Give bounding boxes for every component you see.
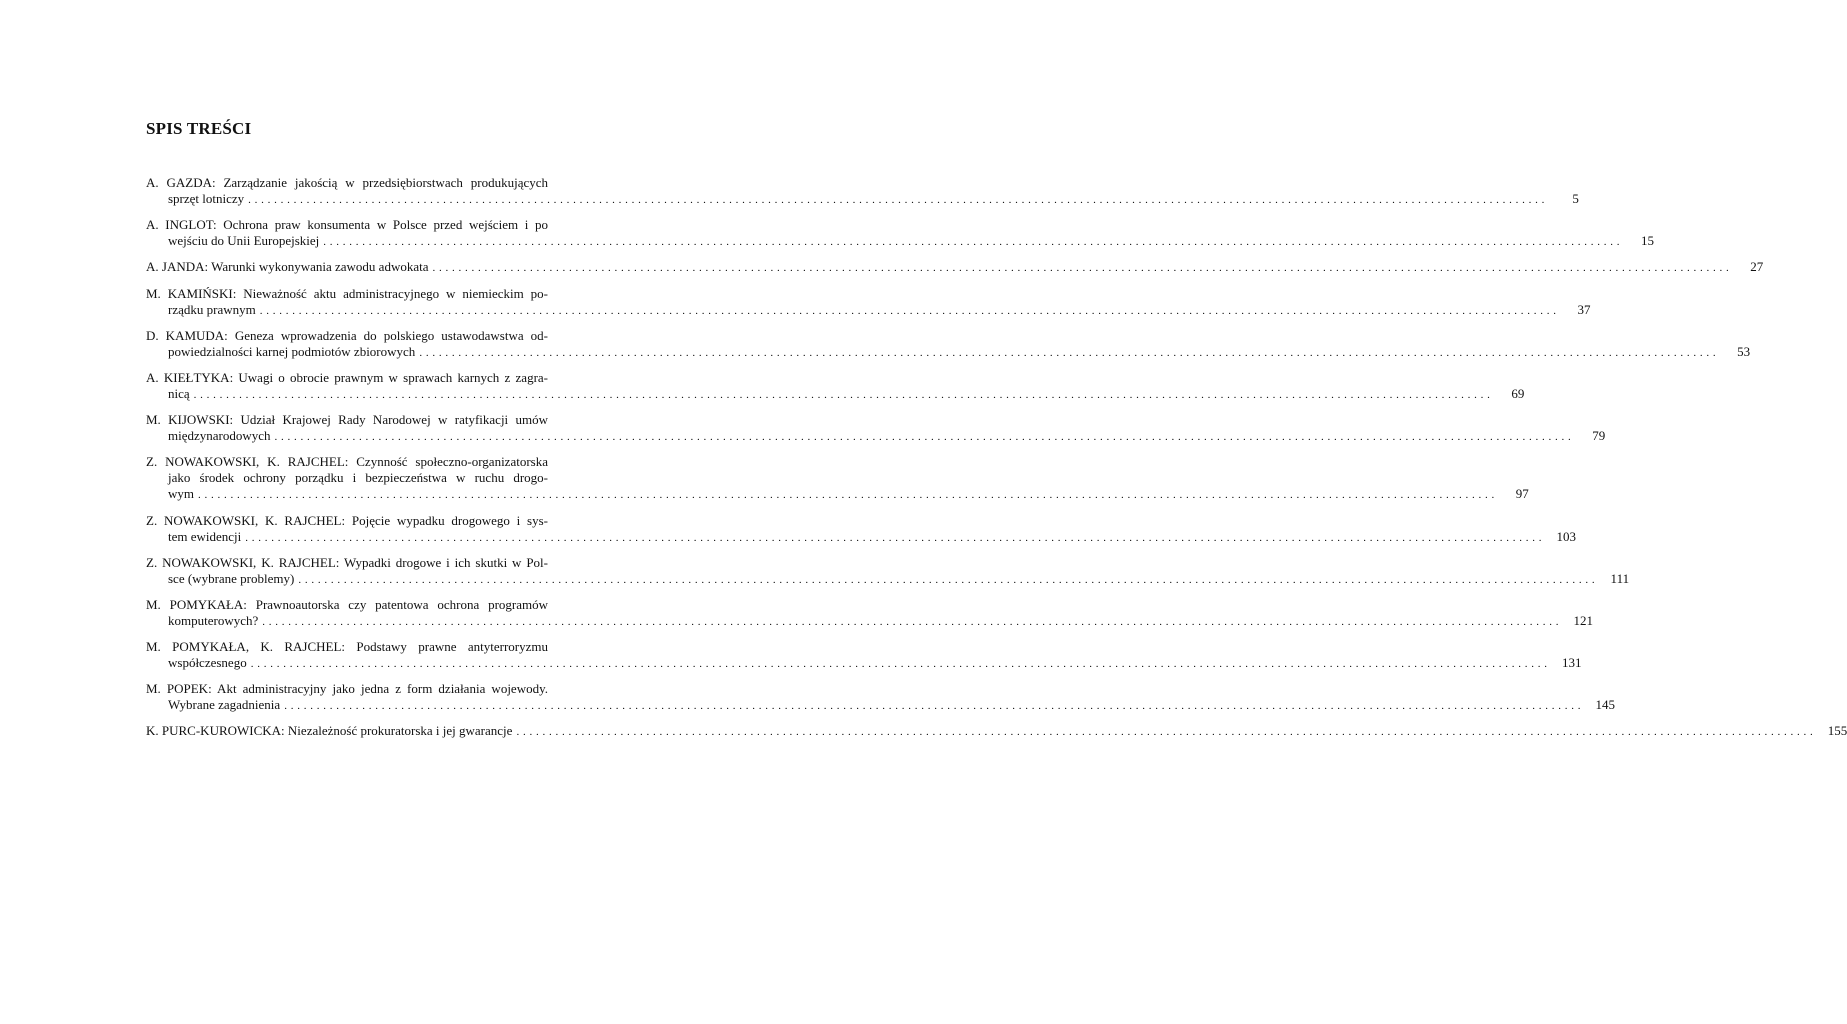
toc-entry-last-line (146, 233, 1655, 250)
toc-entry-title-end: wym (168, 486, 194, 502)
page-number: 5 (1572, 191, 1579, 206)
page-number: 131 (1561, 655, 1582, 671)
toc-entry-last-line (146, 385, 1525, 403)
toc-entry-title-end: nicą (168, 385, 190, 401)
page-number: 79 (1592, 428, 1606, 444)
page-number: 103 (1556, 528, 1577, 544)
toc-entry-line: D. KAMUDA: Geneza wprowadzenia do polskiego ustawodawstwa od- (146, 327, 548, 343)
page-title: SPIS TREŚCI (146, 119, 252, 138)
toc-entry (146, 412, 1606, 445)
toc-entry (146, 327, 1751, 361)
toc-entry-line: A. INGLOT: Ochrona praw konsumenta w Polsce przed wejściem i po (146, 217, 548, 233)
dot-leader: . . . . . . . . . . . . . . . . . . . . . . . . . . . . . . . . . . . . . . . . . . . . . . . . . . . . . . . . . . . . . . . . . . . . . . . . . . . . . . . . . . . . . . . . . . . . . . . . . . . . . . . . . . . . . . . . . . . . . . . . . . . . . . . . . . . . . . . . . . . . . . . . . . . . . . . . . . . . . . . . . . . . . . . . . . . . . . . . . . . . . . . . . . . . . . . . . . . . . . . . (262, 615, 1560, 628)
toc-entry-line: M. POMYKAŁA, K. RAJCHEL: Podstawy prawne antyterroryzmu (146, 639, 548, 655)
toc-entry-title-end: sprzęt lotniczy (168, 191, 245, 206)
page-number: 145 (1595, 697, 1615, 713)
toc-entry-last-line (146, 528, 1577, 546)
toc-entry (146, 596, 1594, 630)
toc-entry-line: Z. NOWAKOWSKI, K. RAJCHEL: Czynność społeczno-organizatorska (146, 454, 548, 470)
dot-leader: . . . . . . . . . . . . . . . . . . . . . . . . . . . . . . . . . . . . . . . . . . . . . . . . . . . . . . . . . . . . . . . . . . . . . . . . . . . . . . . . . . . . . . . . . . . . . . . . . . . . . . . . . . . . . . . . . . . . . . . . . . . . . . . . . . . . . . . . . . . . . . . . . . . . . . . . . . . . . . . . . . . . . . . . . . . . . . . . . . . . . . . . . . . . . . . . . . . . . . . . (245, 531, 1543, 544)
toc-entry-title-end: rządku prawnym (168, 301, 256, 317)
toc-entry-line: Z. NOWAKOWSKI, K. RAJCHEL: Pojęcie wypadku drogowego i sys- (146, 512, 548, 528)
toc-entry-line: jako środek ochrony porządku i bezpieczeństwa w ruchu drogo- (168, 470, 548, 486)
toc-entry-title-end: tem ewidencji (168, 528, 242, 544)
page-number: 37 (1577, 301, 1591, 317)
toc-entry (146, 554, 1630, 588)
toc-entry (146, 723, 1847, 740)
toc-entry-title-end: współczesnego (168, 655, 247, 671)
toc-entry (146, 285, 1591, 319)
dot-leader: . . . . . . . . . . . . . . . . . . . . . . . . . . . . . . . . . . . . . . . . . . . . . . . . . . . . . . . . . . . . . . . . . . . . . . . . . . . . . . . . . . . . . . . . . . . . . . . . . . . . . . . . . . . . . . . . . . . . . . . . . . . . . . . . . . . . . . . . . . . . . . . . . . . . . . . . . . . . . . . . . . . . . . . . . . . . . . . . . . . . . . . . . . . . . . . . . . . . . . . . (298, 573, 1596, 586)
table-of-contents (146, 175, 1847, 750)
toc-entry-line: A. GAZDA: Zarządzanie jakością w przedsiębiorstwach produkujących (146, 175, 548, 190)
toc-entry-line: M. POPEK: Akt administracyjny jako jedna z form działania wojewody. (146, 681, 548, 697)
toc-entry (146, 639, 1582, 672)
toc-entry-last-line (146, 486, 1529, 503)
toc-entry-last-line (146, 191, 1579, 208)
dot-leader: . . . . . . . . . . . . . . . . . . . . . . . . . . . . . . . . . . . . . . . . . . . . . . . . . . . . . . . . . . . . . . . . . . . . . . . . . . . . . . . . . . . . . . . . . . . . . . . . . . . . . . . . . . . . . . . . . . . . . . . . . . . . . . . . . . . . . . . . . . . . . . . . . . . . . . . . . . . . . . . . . . . . . . . . . . . . . . . . . . . . . . . . . . . . . . . . . . . . . . . . (198, 489, 1495, 502)
page-number: 155 (1827, 723, 1847, 739)
dot-leader: . . . . . . . . . . . . . . . . . . . . . . . . . . . . . . . . . . . . . . . . . . . . . . . . . . . . . . . . . . . . . . . . . . . . . . . . . . . . . . . . . . . . . . . . . . . . . . . . . . . . . . . . . . . . . . . . . . . . . . . . . . . . . . . . . . . . . . . . . . . . . . . . . . . . . . . . . . . . . . . . . . . . . . . . . . . . . . . . . . . . . . . . . . . . . . . . . . . . . . . . (432, 262, 1730, 275)
toc-entry-last-line (146, 723, 1847, 740)
page-number: 53 (1737, 343, 1751, 359)
toc-entry-last-line (146, 259, 1764, 276)
dot-leader: . . . . . . . . . . . . . . . . . . . . . . . . . . . . . . . . . . . . . . . . . . . . . . . . . . . . . . . . . . . . . . . . . . . . . . . . . . . . . . . . . . . . . . . . . . . . . . . . . . . . . . . . . . . . . . . . . . . . . . . . . . . . . . . . . . . . . . . . . . . . . . . . . . . . . . . . . . . . . . . . . . . . . . . . . . . . . . . . . . . . . . . . . . . . . . . . . . . . . . . . (323, 236, 1621, 249)
dot-leader: . . . . . . . . . . . . . . . . . . . . . . . . . . . . . . . . . . . . . . . . . . . . . . . . . . . . . . . . . . . . . . . . . . . . . . . . . . . . . . . . . . . . . . . . . . . . . . . . . . . . . . . . . . . . . . . . . . . . . . . . . . . . . . . . . . . . . . . . . . . . . . . . . . . . . . . . . . . . . . . . . . . . . . . . . . . . . . . . . . . . . . . . . . . . . . . . . . . . . . . . (259, 304, 1557, 317)
toc-entry-last-line (146, 428, 1606, 445)
toc-entry-line: M. KIJOWSKI: Udział Krajowej Rady Narodowej w ratyfikacji umów (146, 412, 548, 428)
toc-entry (146, 512, 1577, 546)
dot-leader: . . . . . . . . . . . . . . . . . . . . . . . . . . . . . . . . . . . . . . . . . . . . . . . . . . . . . . . . . . . . . . . . . . . . . . . . . . . . . . . . . . . . . . . . . . . . . . . . . . . . . . . . . . . . . . . . . . . . . . . . . . . . . . . . . . . . . . . . . . . . . . . . . . . . . . . . . . . . . . . . . . . . . . . . . . . . . . . . . . . . . . . . . . . . . . . . . . . . . . . . (516, 726, 1814, 739)
toc-entry-last-line (146, 697, 1615, 714)
toc-entry-last-line (146, 655, 1582, 672)
toc-entry-title-end: K. PURC-KUROWICKA: Niezależność prokuratorska i jej gwarancje (146, 723, 513, 739)
toc-entry-title-end: sce (wybrane problemy) (168, 570, 295, 586)
dot-leader: . . . . . . . . . . . . . . . . . . . . . . . . . . . . . . . . . . . . . . . . . . . . . . . . . . . . . . . . . . . . . . . . . . . . . . . . . . . . . . . . . . . . . . . . . . . . . . . . . . . . . . . . . . . . . . . . . . . . . . . . . . . . . . . . . . . . . . . . . . . . . . . . . . . . . . . . . . . . . . . . . . . . . . . . . . . . . . . . . . . . . . . . . . . . . . . . . . . . . . . . (284, 700, 1581, 713)
toc-entry-line: M. POMYKAŁA: Prawnoautorska czy patentowa ochrona programów (146, 596, 548, 612)
toc-entry-last-line (146, 612, 1594, 630)
page-number: 27 (1750, 259, 1764, 275)
page-number: 69 (1511, 385, 1525, 401)
toc-entry-last-line (146, 343, 1751, 361)
dot-leader: . . . . . . . . . . . . . . . . . . . . . . . . . . . . . . . . . . . . . . . . . . . . . . . . . . . . . . . . . . . . . . . . . . . . . . . . . . . . . . . . . . . . . . . . . . . . . . . . . . . . . . . . . . . . . . . . . . . . . . . . . . . . . . . . . . . . . . . . . . . . . . . . . . . . . . . . . . . . . . . . . . . . . . . . . . . . . . . . . . . . . . . . . . . . . . . . . . . . . . . . (248, 194, 1545, 206)
toc-entry (146, 681, 1615, 714)
toc-entry-last-line (146, 301, 1591, 319)
dot-leader: . . . . . . . . . . . . . . . . . . . . . . . . . . . . . . . . . . . . . . . . . . . . . . . . . . . . . . . . . . . . . . . . . . . . . . . . . . . . . . . . . . . . . . . . . . . . . . . . . . . . . . . . . . . . . . . . . . . . . . . . . . . . . . . . . . . . . . . . . . . . . . . . . . . . . . . . . . . . . . . . . . . . . . . . . . . . . . . . . . . . . . . . . . . . . . . . . . . . . . . . (250, 658, 1548, 671)
page-number: 15 (1641, 233, 1655, 249)
dot-leader: . . . . . . . . . . . . . . . . . . . . . . . . . . . . . . . . . . . . . . . . . . . . . . . . . . . . . . . . . . . . . . . . . . . . . . . . . . . . . . . . . . . . . . . . . . . . . . . . . . . . . . . . . . . . . . . . . . . . . . . . . . . . . . . . . . . . . . . . . . . . . . . . . . . . . . . . . . . . . . . . . . . . . . . . . . . . . . . . . . . . . . . . . . . . . . . . . . . . . . . . (274, 431, 1572, 444)
toc-entry (146, 259, 1764, 276)
page-number: 97 (1515, 486, 1529, 502)
toc-entry-title-end: Wybrane zagadnienia (168, 697, 281, 713)
toc-entry (146, 369, 1525, 403)
toc-entry-line: Z. NOWAKOWSKI, K. RAJCHEL: Wypadki drogowe i ich skutki w Pol- (146, 554, 548, 570)
toc-entry-title-end: międzynarodowych (168, 428, 271, 444)
page-number: 111 (1610, 570, 1630, 586)
dot-leader: . . . . . . . . . . . . . . . . . . . . . . . . . . . . . . . . . . . . . . . . . . . . . . . . . . . . . . . . . . . . . . . . . . . . . . . . . . . . . . . . . . . . . . . . . . . . . . . . . . . . . . . . . . . . . . . . . . . . . . . . . . . . . . . . . . . . . . . . . . . . . . . . . . . . . . . . . . . . . . . . . . . . . . . . . . . . . . . . . . . . . . . . . . . . . . . . . . . . . . . . (419, 346, 1717, 359)
toc-entry-title-end: powiedzialności karnej podmiotów zbiorowych (168, 343, 416, 359)
toc-entry (146, 217, 1655, 250)
toc-entry-title-end: komputerowych? (168, 612, 259, 628)
toc-entry-last-line (146, 570, 1630, 588)
toc-entry-line: M. KAMIŃSKI: Nieważność aktu administracyjnego w niemieckim po- (146, 285, 548, 301)
toc-entry-line: A. KIEŁTYKA: Uwagi o obrocie prawnym w sprawach karnych z zagra- (146, 369, 548, 385)
toc-entry (146, 454, 1529, 503)
page-number: 121 (1573, 612, 1594, 628)
dot-leader: . . . . . . . . . . . . . . . . . . . . . . . . . . . . . . . . . . . . . . . . . . . . . . . . . . . . . . . . . . . . . . . . . . . . . . . . . . . . . . . . . . . . . . . . . . . . . . . . . . . . . . . . . . . . . . . . . . . . . . . . . . . . . . . . . . . . . . . . . . . . . . . . . . . . . . . . . . . . . . . . . . . . . . . . . . . . . . . . . . . . . . . . . . . . . . . . . . . . . . . . (193, 388, 1491, 401)
toc-entry-title-end: wejściu do Unii Europejskiej (168, 233, 320, 249)
toc-entry (146, 175, 1579, 208)
toc-entry-title-end: A. JANDA: Warunki wykonywania zawodu adwokata (146, 259, 429, 275)
